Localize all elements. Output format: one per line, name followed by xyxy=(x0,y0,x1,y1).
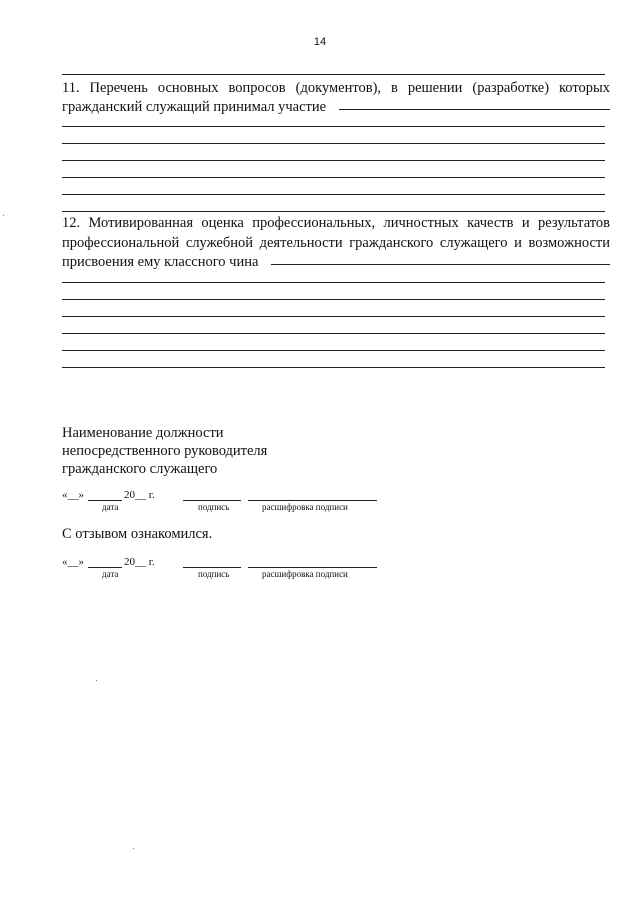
section-12-blank-line[interactable] xyxy=(62,367,605,368)
decoding-blank[interactable] xyxy=(248,500,377,501)
scan-speck xyxy=(3,215,4,216)
scan-speck xyxy=(96,680,97,681)
section-12-line-3: присвоения ему классного чина xyxy=(62,254,259,270)
decoding-label: расшифровка подписи xyxy=(262,502,348,512)
date-quote-prefix: «__» xyxy=(62,489,84,501)
section-11-blank-line[interactable] xyxy=(62,177,605,178)
section-12-blank-line[interactable] xyxy=(62,316,605,317)
supervisor-title-line-3: гражданского служащего xyxy=(62,461,218,477)
decoding-blank[interactable] xyxy=(248,567,377,568)
date-label: дата xyxy=(102,569,119,579)
page-number: 14 xyxy=(313,36,327,48)
decoding-label: расшифровка подписи xyxy=(262,569,348,579)
section-11-line-2: гражданский служащий принимал участие xyxy=(62,99,327,115)
top-rule xyxy=(62,74,605,75)
signature-blank[interactable] xyxy=(183,500,241,501)
section-12-line-1: 12. Мотивированная оценка профессиональных, личностных качеств и результатов xyxy=(62,215,610,231)
section-12-blank-line[interactable] xyxy=(62,299,605,300)
section-11-line-1: 11. Перечень основных вопросов (документов), в решении (разработке) которых xyxy=(62,80,610,96)
month-blank[interactable] xyxy=(88,567,122,568)
signature-label: подпись xyxy=(198,502,230,512)
supervisor-title-line-1: Наименование должности xyxy=(62,425,224,441)
section-11-fill-line[interactable] xyxy=(339,109,610,110)
year-text: 20__ г. xyxy=(124,556,155,568)
date-quote-prefix: «__» xyxy=(62,556,84,568)
section-12-line-2: профессиональной служебной деятельности гражданского служащего и возможности xyxy=(62,235,610,251)
acknowledged-text: С отзывом ознакомился. xyxy=(62,526,213,542)
section-11-blank-line[interactable] xyxy=(62,126,605,127)
section-12-fill-line[interactable] xyxy=(271,264,610,265)
section-11-blank-line[interactable] xyxy=(62,160,605,161)
section-12-blank-line[interactable] xyxy=(62,333,605,334)
signature-label: подпись xyxy=(198,569,230,579)
month-blank[interactable] xyxy=(88,500,122,501)
section-11-blank-line[interactable] xyxy=(62,211,605,212)
section-12-blank-line[interactable] xyxy=(62,282,605,283)
section-11-blank-line[interactable] xyxy=(62,143,605,144)
scan-speck xyxy=(133,848,134,849)
signature-blank[interactable] xyxy=(183,567,241,568)
section-11-blank-line[interactable] xyxy=(62,194,605,195)
section-12-blank-line[interactable] xyxy=(62,350,605,351)
supervisor-title-line-2: непосредственного руководителя xyxy=(62,443,268,459)
year-text: 20__ г. xyxy=(124,489,155,501)
date-label: дата xyxy=(102,502,119,512)
